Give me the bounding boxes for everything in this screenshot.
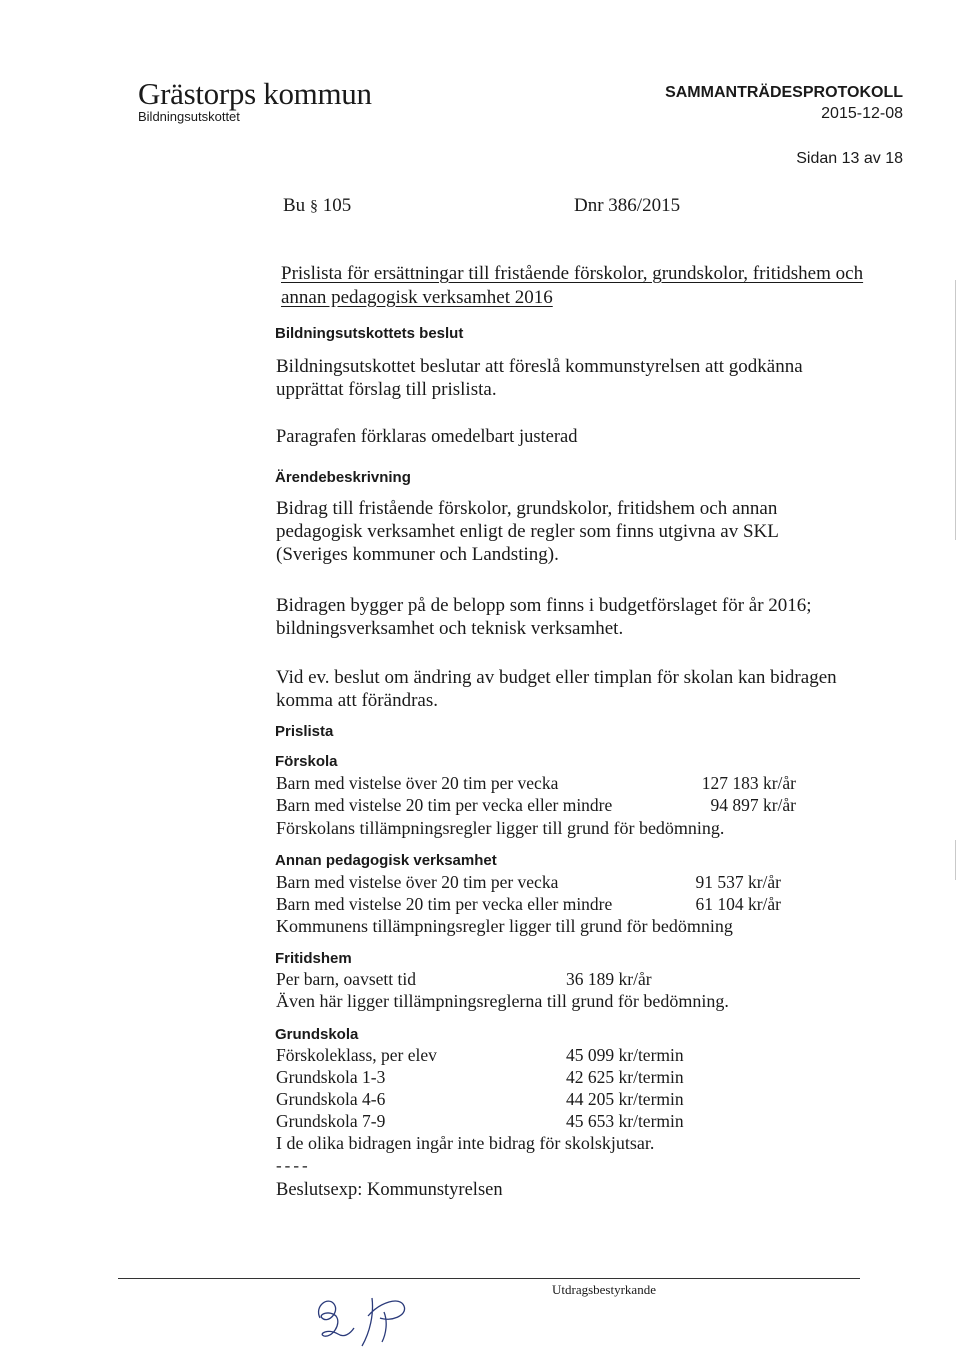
diary-number: Dnr 386/2015: [574, 195, 681, 216]
footer-label: Utdragsbestyrkande: [552, 1282, 656, 1297]
price-row: [276, 1111, 796, 1133]
beslutsexp-text: Beslutsexp: Kommunstyrelsen: [276, 1180, 503, 1200]
fritidshem-note: Även här ligger tillämpningsreglerna till grund för bedömning.: [276, 991, 729, 1011]
page-number: Sidan 13 av 18: [796, 150, 903, 167]
price-label: Barn med vistelse 20 tim per vecka eller mindre: [276, 795, 613, 815]
initials-stroke-1: [319, 1301, 354, 1336]
handwritten-initials: [310, 1288, 430, 1350]
justerad-text: Paragrafen förklaras omedelbart justerad: [276, 427, 578, 447]
footer-divider: [118, 1278, 860, 1279]
forskola-note: Förskolans tillämpningsregler ligger till grund för bedömning.: [276, 818, 725, 838]
price-amount: 36 189 kr/år: [566, 969, 652, 989]
price-amount: 61 104 kr/år: [695, 894, 781, 914]
paragraph-number: 105: [317, 195, 352, 216]
price-label: Grundskola 1-3: [276, 1067, 386, 1087]
annan-note: Kommunens tillämpningsregler ligger till grund för bedömning: [276, 916, 733, 936]
decision-text: Bildningsutskottet beslutar att föreslå kommunstyrelsen att godkänna upprättat förslag till prislista.: [276, 356, 803, 400]
pricelist-heading: Prislista: [275, 723, 334, 740]
forskola-heading: Förskola: [275, 753, 338, 770]
price-row: [276, 795, 796, 817]
document-type: SAMMANTRÄDESPROTOKOLL: [665, 84, 903, 101]
paragraph-reference: [283, 195, 351, 217]
description-paragraph-1: Bidrag till fristående förskolor, grundskolor, fritidshem och annan pedagogisk verksamhet enligt de regler som finns utgivna av SKL (Sveriges kommuner och Landsting).: [276, 498, 779, 565]
price-row: [276, 1045, 796, 1067]
fritidshem-heading: Fritidshem: [275, 950, 352, 967]
price-label: Barn med vistelse över 20 tim per vecka: [276, 773, 559, 793]
grundskola-note: I de olika bidragen ingår inte bidrag för skolskjutsar.: [276, 1133, 655, 1153]
price-label: Barn med vistelse över 20 tim per vecka: [276, 872, 559, 892]
organization-name: Grästorps kommun: [138, 76, 372, 111]
price-amount: 45 653 kr/termin: [566, 1111, 684, 1131]
annan-heading: Annan pedagogisk verksamhet: [275, 852, 497, 869]
organization-unit: Bildningsutskottet: [138, 109, 240, 124]
paragraph-prefix: Bu: [283, 195, 310, 216]
price-amount: 44 205 kr/termin: [566, 1089, 684, 1109]
section-symbol: §: [309, 198, 318, 215]
separator-dashes: ----: [276, 1156, 311, 1175]
price-row: [276, 773, 796, 795]
price-row: [276, 894, 781, 916]
price-amount: 42 625 kr/termin: [566, 1067, 684, 1087]
scan-edge-mark: [955, 280, 956, 540]
document-date: 2015-12-08: [821, 105, 903, 122]
price-row: [276, 1067, 796, 1089]
price-label: Per barn, oavsett tid: [276, 969, 416, 989]
description-paragraph-2: Bidragen bygger på de belopp som finns i budgetförslaget för år 2016; bildningsverksamhet och teknisk verksamhet.: [276, 595, 812, 639]
price-amount: 91 537 kr/år: [695, 872, 781, 892]
price-label: Grundskola 4-6: [276, 1089, 386, 1109]
price-label: Grundskola 7-9: [276, 1111, 386, 1131]
price-row: [276, 969, 796, 991]
grundskola-heading: Grundskola: [275, 1026, 359, 1043]
price-label: Barn med vistelse 20 tim per vecka eller mindre: [276, 894, 613, 914]
description-heading: Ärendebeskrivning: [275, 469, 411, 486]
document-title: Prislista för ersättningar till fristående förskolor, grundskolor, fritidshem och annan pedagogisk verksamhet 2016: [281, 263, 864, 308]
description-paragraph-3: Vid ev. beslut om ändring av budget eller timplan för skolan kan bidragen komma att förändras.: [276, 667, 837, 711]
price-amount: 94 897 kr/år: [710, 795, 796, 815]
price-amount: 127 183 kr/år: [701, 773, 796, 793]
scan-edge-mark: [955, 840, 956, 880]
price-row: [276, 1089, 796, 1111]
decision-heading: Bildningsutskottets beslut: [275, 325, 464, 342]
initials-stroke-2: [362, 1298, 405, 1346]
price-label: Förskoleklass, per elev: [276, 1045, 437, 1065]
price-amount: 45 099 kr/termin: [566, 1045, 684, 1065]
price-row: [276, 872, 781, 894]
